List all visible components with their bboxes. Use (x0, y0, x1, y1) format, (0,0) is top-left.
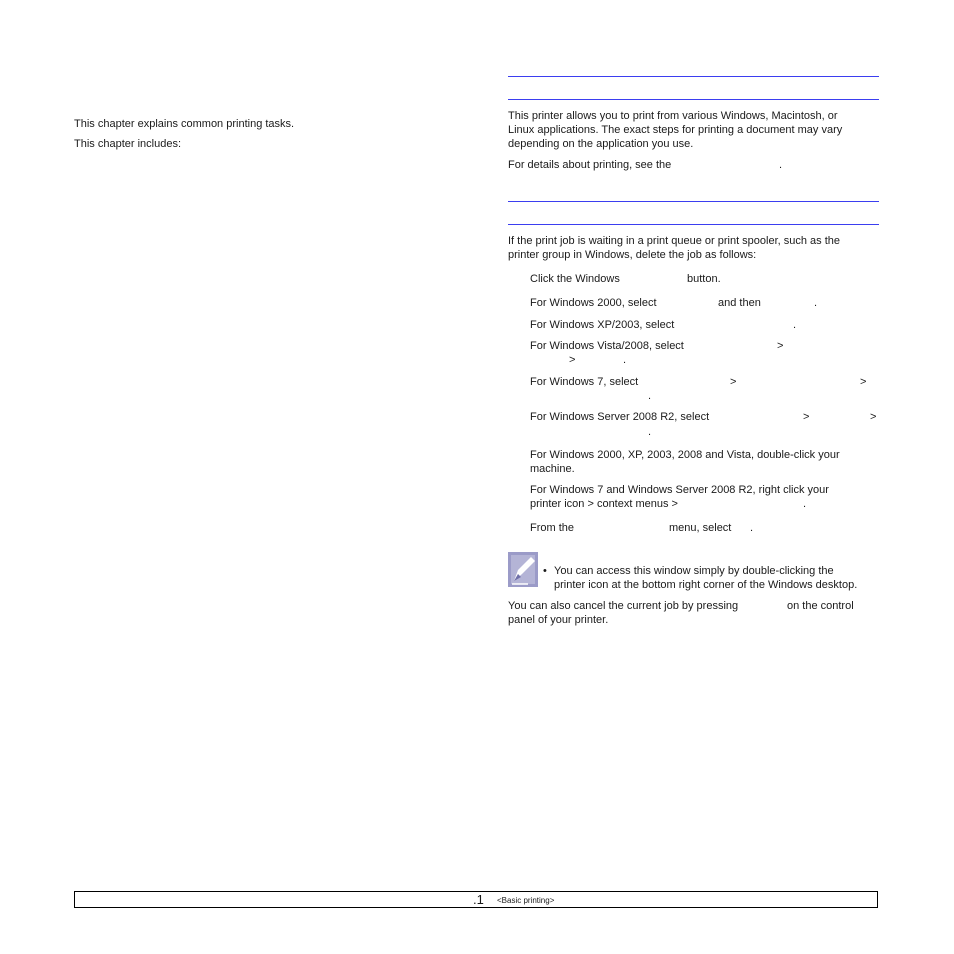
win7-step-end: . (648, 390, 652, 402)
page-footer (74, 891, 878, 908)
double-click-step: For Windows 2000, XP, 2003, 2008 and Vista, double-click your (530, 449, 840, 461)
section2-top-rule (508, 201, 879, 202)
section1-paragraph-line: depending on the application you use. (508, 138, 694, 150)
vista-step-sep: > (569, 354, 576, 366)
win7-step-sep: > (860, 376, 867, 388)
cancel-current-job-line2: panel of your printer. (508, 614, 609, 626)
section2-bottom-rule (508, 224, 879, 225)
menu-select-step-end: . (750, 522, 754, 534)
right-click-step: printer icon > context menus > (530, 498, 678, 510)
chapter-intro-text: This chapter explains common printing tasks. (74, 118, 295, 130)
note-icon (508, 552, 538, 587)
vista-step: For Windows Vista/2008, select (530, 340, 684, 352)
right-click-step-end: . (803, 498, 807, 510)
section1-top-rule (508, 76, 879, 77)
vista-step-sep: > (777, 340, 784, 352)
cancel-current-job-text: You can also cancel the current job by pressing (508, 600, 739, 612)
section1-bottom-rule (508, 99, 879, 100)
step-click-windows: Click the Windows (530, 273, 620, 285)
right-click-step: For Windows 7 and Windows Server 2008 R2, right click your (530, 484, 829, 496)
win7-step: For Windows 7, select (530, 376, 639, 388)
win2000-step-then: and then (718, 297, 761, 309)
vista-step-end: . (623, 354, 627, 366)
server-r2-step-end: . (648, 426, 652, 438)
note-text-line: You can access this window simply by double-clicking the (554, 565, 834, 577)
server-r2-step: For Windows Server 2008 R2, select (530, 411, 710, 423)
chapter-includes-text: This chapter includes: (74, 138, 181, 150)
note-bullet: • (543, 565, 547, 577)
printing-details-end: . (779, 159, 783, 171)
cancel-current-job-text-end: on the control (787, 600, 854, 612)
win7-step-sep: > (730, 376, 737, 388)
menu-select-step-mid: menu, select (669, 522, 732, 534)
server-r2-step-sep: > (870, 411, 877, 423)
step-click-windows-end: button. (687, 273, 721, 285)
page-number: .1 (473, 892, 484, 907)
chapter-label: <Basic printing> (497, 896, 555, 905)
cancel-intro-line: If the print job is waiting in a print queue or print spooler, such as the (508, 235, 841, 247)
winxp-step-end: . (793, 319, 797, 331)
note-text-line: printer icon at the bottom right corner of the Windows desktop. (554, 579, 858, 591)
winxp-step: For Windows XP/2003, select (530, 319, 675, 331)
section1-paragraph-line: Linux applications. The exact steps for printing a document may vary (508, 124, 843, 136)
printing-details-text: For details about printing, see the (508, 159, 672, 171)
win2000-step: For Windows 2000, select (530, 297, 657, 309)
menu-select-step: From the (530, 522, 575, 534)
server-r2-step-sep: > (803, 411, 810, 423)
win2000-step-end: . (814, 297, 818, 309)
double-click-step: machine. (530, 463, 575, 475)
section1-paragraph-line: This printer allows you to print from various Windows, Macintosh, or (508, 110, 838, 122)
cancel-intro-line: printer group in Windows, delete the job as follows: (508, 249, 757, 261)
